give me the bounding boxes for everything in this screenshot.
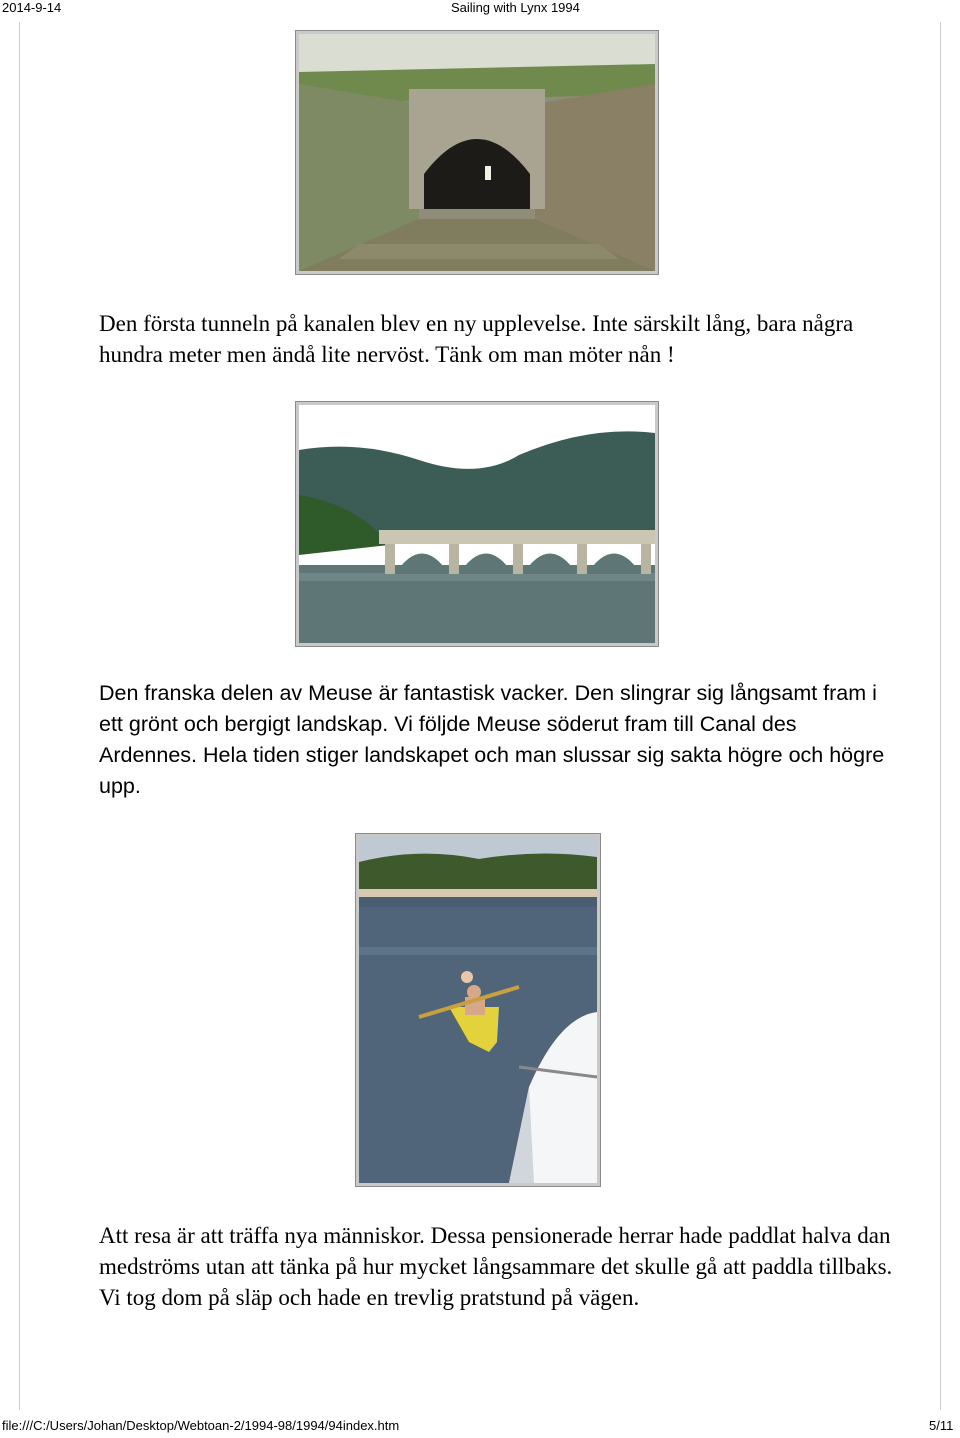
page-title: Sailing with Lynx 1994 xyxy=(451,0,580,15)
right-margin-line xyxy=(940,22,941,1410)
tunnel-photo xyxy=(296,31,658,274)
left-margin-line xyxy=(19,22,20,1410)
file-path: file:///C:/Users/Johan/Desktop/Webtoan-2/1994-98/1994/94index.htm xyxy=(2,1418,400,1433)
kayak-photo xyxy=(356,834,600,1186)
page-number: 5/11 xyxy=(929,1418,954,1433)
print-date: 2014-9-14 xyxy=(2,0,62,15)
bridge-photo xyxy=(296,402,658,646)
kayak-caption: Att resa är att träffa nya människor. Dessa pensionerade herrar hade paddlat halva dan medströms utan att tänka på hur mycket långsammare det skulle gå att paddla tillbaks. Vi tog dom på släp och hade en trevlig pratstund på vägen. xyxy=(99,1223,893,1310)
meuse-caption: Den franska delen av Meuse är fantastisk vacker. Den slingrar sig långsamt fram i ett grönt och bergigt landskap. Vi följde Meuse söderut fram till Canal des Ardennes. Hela tiden stiger landskapet och man slussar sig sakta högre och högre upp. xyxy=(99,681,885,798)
tunnel-caption: Den första tunneln på kanalen blev en ny upplevelse. Inte särskilt lång, bara några hundra meter men ändå lite nervöst. Tänk om man möter nån ! xyxy=(99,311,854,367)
